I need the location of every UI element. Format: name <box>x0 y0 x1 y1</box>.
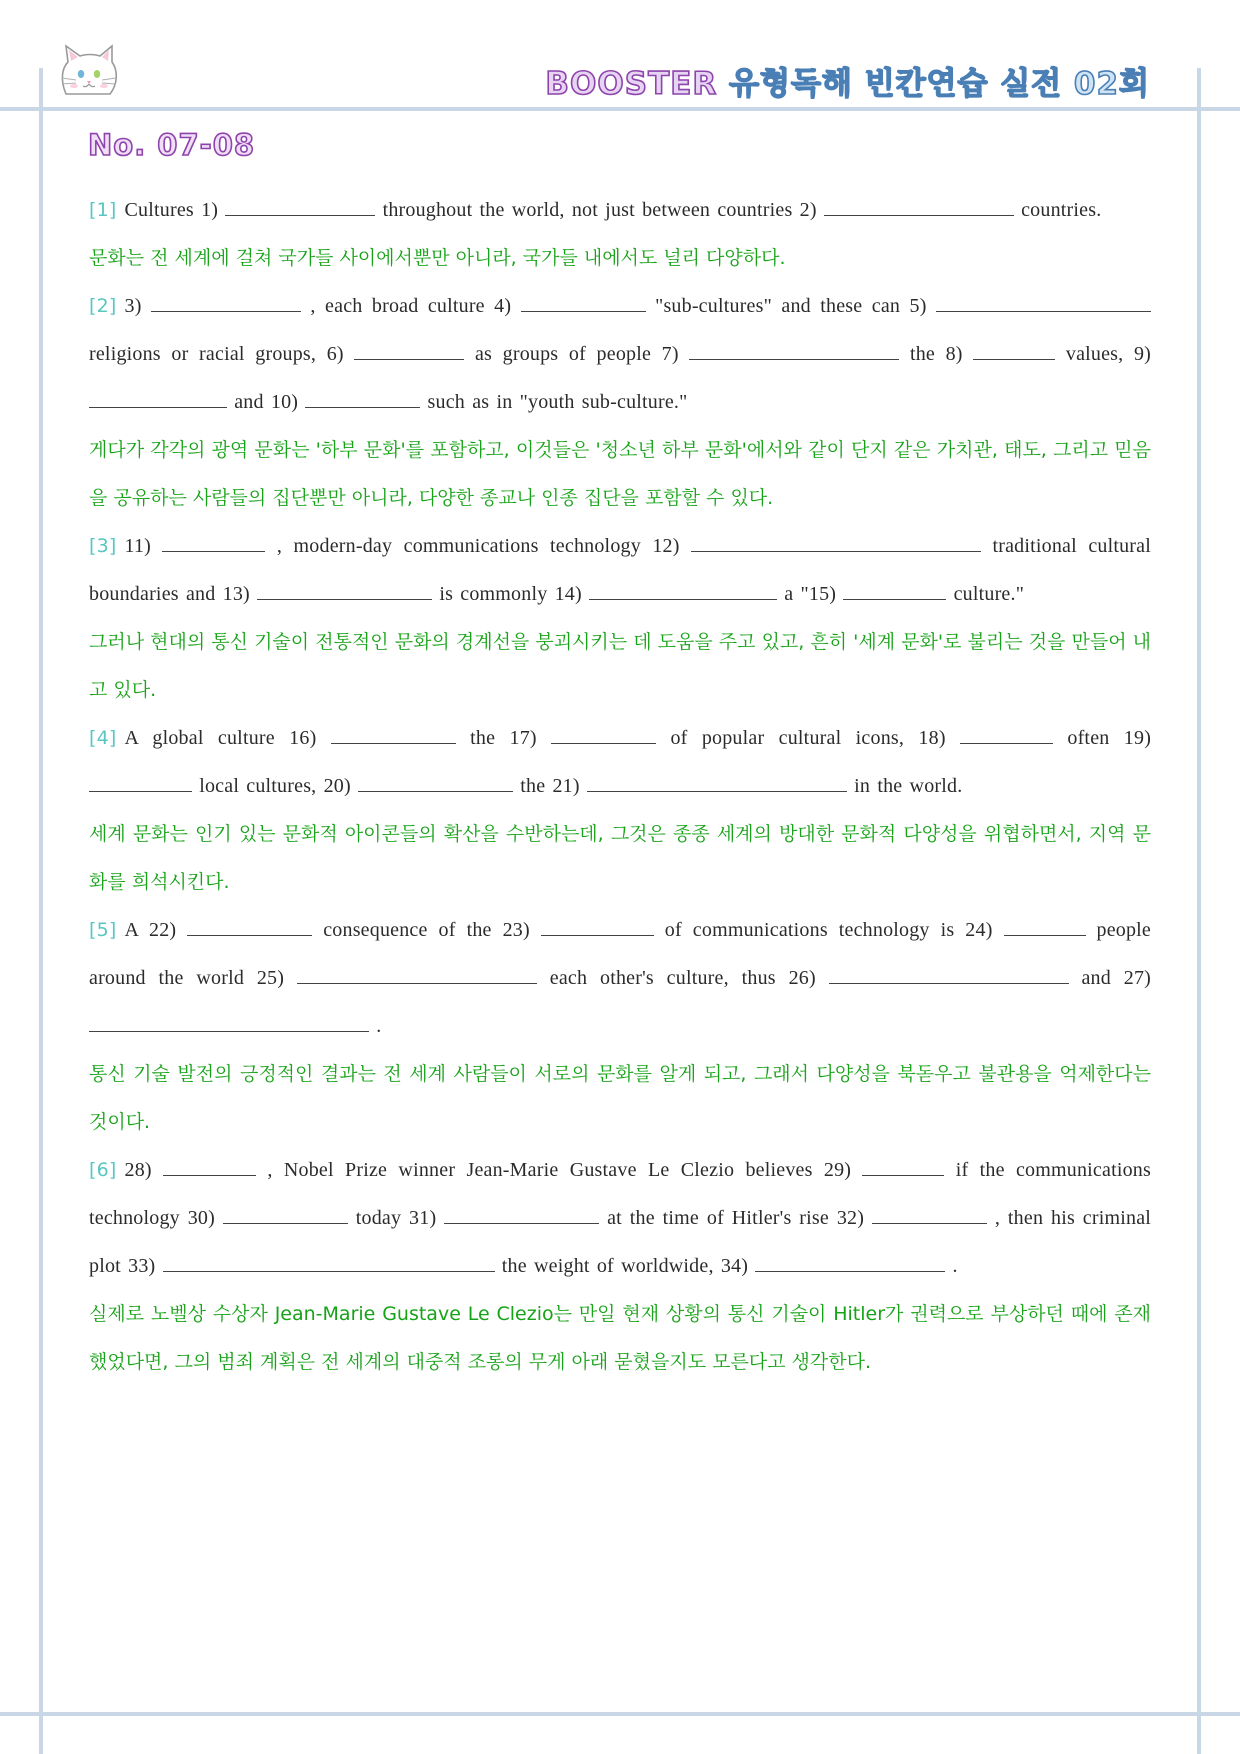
english-paragraph <box>89 906 1151 1050</box>
english-paragraph <box>89 1146 1151 1290</box>
korean-translation: 문화는 전 세계에 걸쳐 국가들 사이에서뿐만 아니라, 국가들 내에서도 널리 다양하다. <box>89 247 786 269</box>
answer-blank[interactable] <box>162 533 265 552</box>
sentence-text: consequence of the 23) <box>323 919 530 941</box>
sentence-text: the weight of worldwide, 34) <box>501 1255 749 1277</box>
answer-blank[interactable] <box>354 341 464 360</box>
answer-blank[interactable] <box>331 725 456 744</box>
answer-blank[interactable] <box>89 773 192 792</box>
answer-blank[interactable] <box>89 1013 369 1032</box>
sentence-text: in the world. <box>854 775 963 797</box>
answer-blank[interactable] <box>257 581 432 600</box>
answer-blank[interactable] <box>358 773 513 792</box>
answer-blank[interactable] <box>297 965 537 984</box>
sentence-text: the 21) <box>520 775 580 797</box>
sentence-text: , each broad culture 4) <box>310 295 512 317</box>
sentence-text: a "15) <box>784 583 837 605</box>
korean-translation: 세계 문화는 인기 있는 문화적 아이콘들의 확산을 수반하는데, 그것은 종종 세계의 방대한 문화적 다양성을 위협하면서, 지역 문화를 희석시킨다. <box>89 823 1151 893</box>
sentence-text: 3) <box>124 295 142 317</box>
left-margin-rule <box>39 68 43 1754</box>
answer-blank[interactable] <box>755 1253 945 1272</box>
sentence-text: the 17) <box>470 727 537 749</box>
sentence-text: countries. <box>1021 199 1102 221</box>
sentence-text: , then his criminal plot 33) <box>89 1207 1152 1277</box>
answer-blank[interactable] <box>691 533 981 552</box>
sentence-text: values, 9) <box>1065 343 1152 365</box>
answer-blank[interactable] <box>521 293 646 312</box>
answer-blank[interactable] <box>872 1205 987 1224</box>
english-paragraph <box>89 522 1151 618</box>
answer-blank[interactable] <box>187 917 312 936</box>
sentence-text: throughout the world, not just between countries 2) <box>382 199 817 221</box>
worksheet-body <box>89 186 1151 1386</box>
answer-blank[interactable] <box>223 1205 348 1224</box>
english-paragraph <box>89 282 1151 426</box>
sentence-text: if the communications technology 30) <box>89 1159 1151 1229</box>
sentence-text: often 19) <box>1067 727 1152 749</box>
sentence-text: and 27) <box>1081 967 1151 989</box>
answer-blank[interactable] <box>587 773 847 792</box>
cat-icon <box>58 44 124 100</box>
sentence-text: such as in "youth sub-culture." <box>427 391 688 413</box>
answer-blank[interactable] <box>541 917 654 936</box>
sentence-text: at the time of Hitler's rise 32) <box>607 1207 865 1229</box>
paragraph-number: [1] <box>89 199 117 221</box>
footer-rule <box>0 1712 1240 1716</box>
answer-blank[interactable] <box>163 1253 495 1272</box>
sentence-text: , modern-day communications technology 12) <box>276 535 680 557</box>
sentence-text: , Nobel Prize winner Jean-Marie Gustave Le Clezio believes 29) <box>267 1159 852 1181</box>
answer-blank[interactable] <box>960 725 1053 744</box>
sentence-text: of communications technology is 24) <box>664 919 993 941</box>
answer-blank[interactable] <box>936 293 1151 312</box>
answer-blank[interactable] <box>305 389 420 408</box>
sentence-text: . <box>376 1015 382 1037</box>
answer-blank[interactable] <box>1004 917 1086 936</box>
korean-translation: 게다가 각각의 광역 문화는 '하부 문화'를 포함하고, 이것들은 '청소년 하부 문화'에서와 같이 단지 같은 가치관, 태도, 그리고 믿음을 공유하는 사람들의 집단뿐만 아니라, 다양한 종교나 인종 집단을 포함할 수 있다. <box>89 439 1151 509</box>
answer-blank[interactable] <box>589 581 777 600</box>
paragraph-number: [5] <box>89 919 117 941</box>
sentence-text: and 10) <box>234 391 299 413</box>
sentence-text: local cultures, 20) <box>199 775 351 797</box>
header-subtitle: 유형독해 빈칸연습 실전 02회 <box>729 66 1150 102</box>
header-rule <box>0 107 1240 111</box>
right-margin-rule <box>1197 68 1201 1754</box>
sentence-text: traditional cultural boundaries and 13) <box>89 535 1151 605</box>
sentence-text: 11) <box>124 535 152 557</box>
answer-blank[interactable] <box>829 965 1069 984</box>
page-header-title <box>545 58 1150 103</box>
sentence-text: "sub-cultures" and these can 5) <box>655 295 927 317</box>
korean-translation: 통신 기술 발전의 긍정적인 결과는 전 세계 사람들이 서로의 문화를 알게 되고, 그래서 다양성을 북돋우고 불관용을 억제한다는 것이다. <box>89 1063 1151 1133</box>
answer-blank[interactable] <box>551 725 656 744</box>
sentence-text: people around the world 25) <box>89 919 1152 989</box>
answer-blank[interactable] <box>824 197 1014 216</box>
sentence-text: Cultures 1) <box>124 199 219 221</box>
english-paragraph <box>89 186 1151 234</box>
answer-blank[interactable] <box>225 197 375 216</box>
korean-translation: 그러나 현대의 통신 기술이 전통적인 문화의 경계선을 붕괴시키는 데 도움을 주고 있고, 흔히 '세계 문화'로 불리는 것을 만들어 내고 있다. <box>89 631 1151 701</box>
sentence-text: culture." <box>953 583 1025 605</box>
answer-blank[interactable] <box>862 1157 944 1176</box>
korean-translation: 실제로 노벨상 수상자 Jean-Marie Gustave Le Clezio는 만일 현재 상황의 통신 기술이 Hitler가 권력으로 부상하던 때에 존재했었다면, 그의 범죄 계획은 전 세계의 대중적 조롱의 무게 아래 묻혔을지도 모른다고 생각한다. <box>89 1303 1151 1373</box>
sentence-text: 28) <box>124 1159 152 1181</box>
sentence-text: religions or racial groups, 6) <box>89 343 344 365</box>
header-brand: BOOSTER <box>545 66 718 102</box>
sentence-text: as groups of people 7) <box>474 343 679 365</box>
paragraph-number: [2] <box>89 295 117 317</box>
section-number: No. 07-08 <box>88 128 256 162</box>
answer-blank[interactable] <box>151 293 301 312</box>
paragraph-number: [4] <box>89 727 117 749</box>
paragraph-number: [3] <box>89 535 117 557</box>
sentence-text: of popular cultural icons, 18) <box>670 727 946 749</box>
answer-blank[interactable] <box>689 341 899 360</box>
answer-blank[interactable] <box>89 389 227 408</box>
sentence-text: A 22) <box>124 919 177 941</box>
answer-blank[interactable] <box>843 581 946 600</box>
sentence-text: today 31) <box>355 1207 437 1229</box>
answer-blank[interactable] <box>444 1205 599 1224</box>
sentence-text: . <box>952 1255 958 1277</box>
sentence-text: each other's culture, thus 26) <box>549 967 816 989</box>
answer-blank[interactable] <box>163 1157 256 1176</box>
english-paragraph <box>89 714 1151 810</box>
sentence-text: is commonly 14) <box>439 583 582 605</box>
sentence-text: A global culture 16) <box>124 727 317 749</box>
sentence-text: the 8) <box>909 343 963 365</box>
paragraph-number: [6] <box>89 1159 117 1181</box>
answer-blank[interactable] <box>973 341 1055 360</box>
